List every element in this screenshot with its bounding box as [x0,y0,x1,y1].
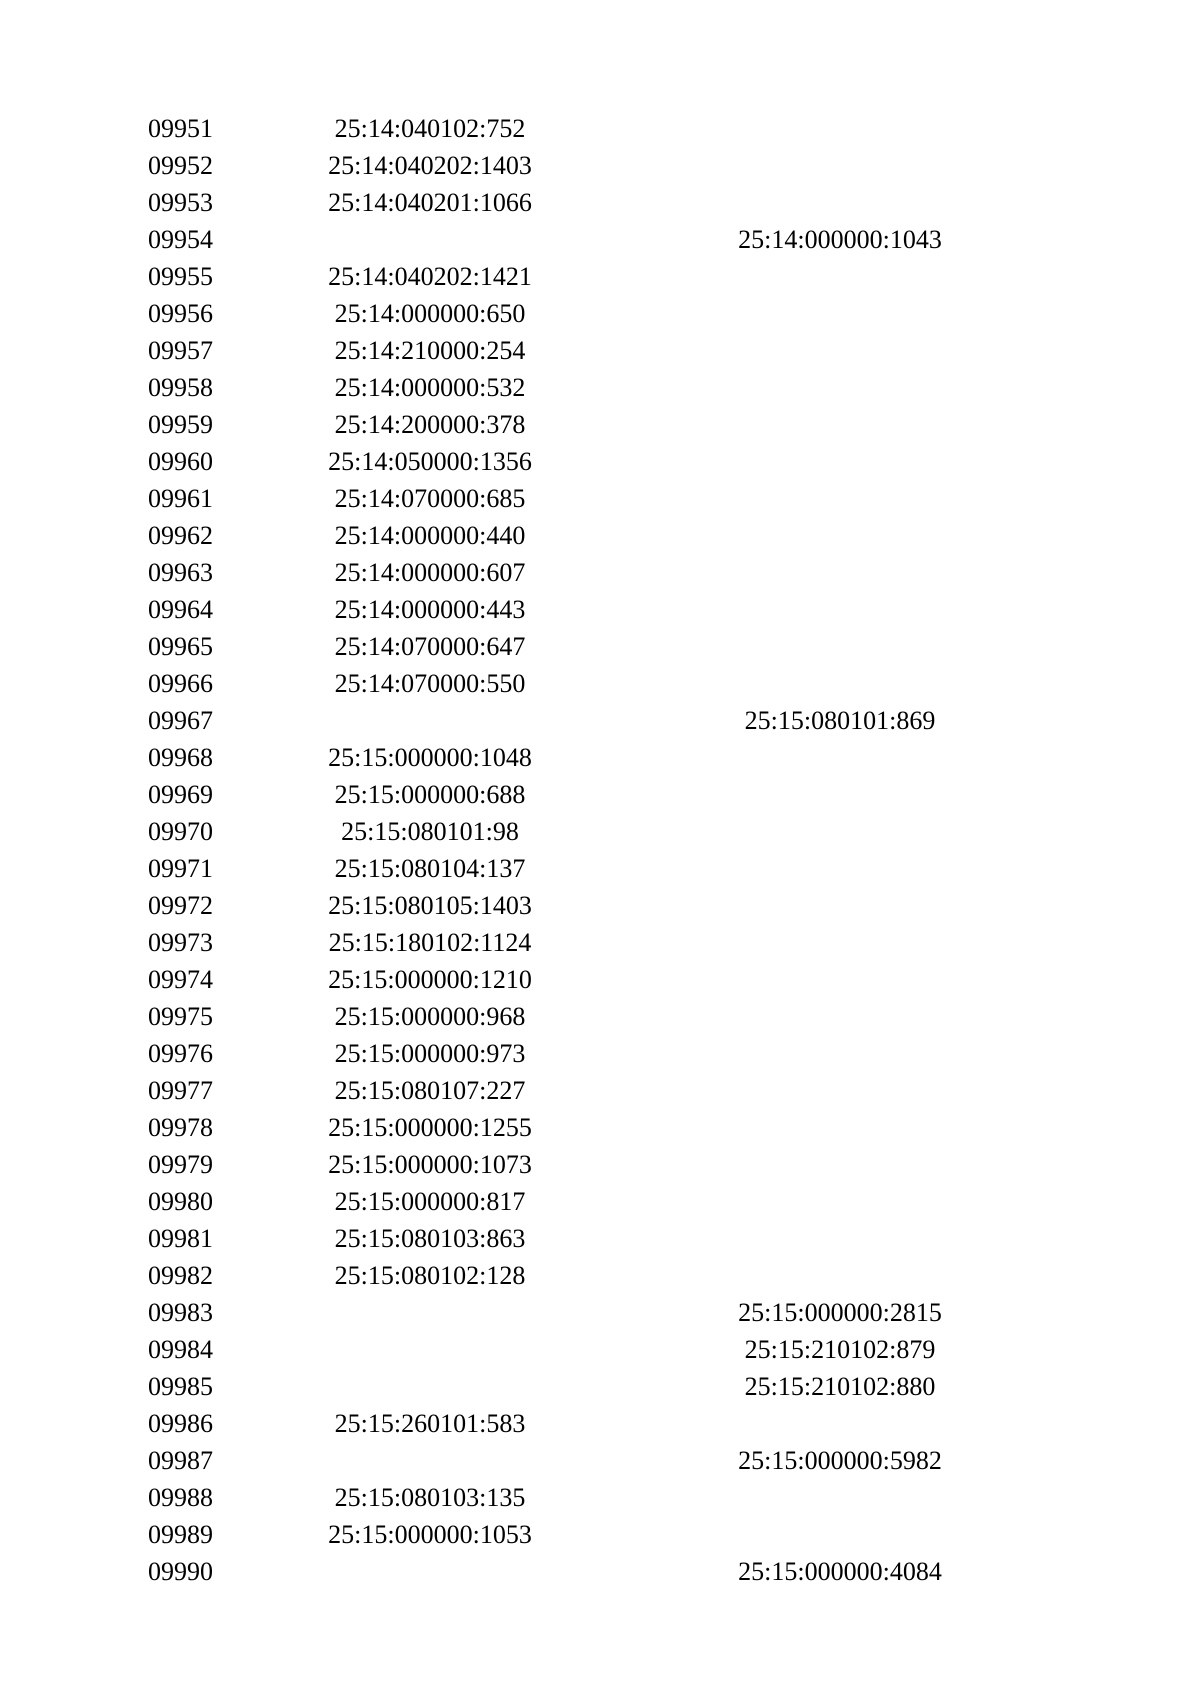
table-row [0,1072,1200,1109]
table-row [0,850,1200,887]
row-number: 09969 [148,780,213,809]
row-number: 09955 [148,262,213,291]
cadastral-number-primary: 25:14:200000:378 [334,410,526,439]
cadastral-number-primary: 25:14:040202:1403 [328,151,532,180]
row-number: 09956 [148,299,213,328]
cadastral-number-primary: 25:15:000000:1053 [328,1520,532,1549]
cadastral-number-secondary: 25:15:000000:5982 [738,1446,942,1475]
row-number: 09961 [148,484,213,513]
row-number: 09960 [148,447,213,476]
cadastral-number-secondary: 25:15:000000:2815 [738,1298,942,1327]
row-number: 09958 [148,373,213,402]
table-row [0,1405,1200,1442]
table-row [0,1294,1200,1331]
table-row [0,776,1200,813]
row-number: 09990 [148,1557,213,1586]
table-row [0,1109,1200,1146]
cadastral-number-primary: 25:15:000000:1048 [328,743,532,772]
row-number: 09970 [148,817,213,846]
row-number: 09976 [148,1039,213,1068]
cadastral-number-primary: 25:15:080105:1403 [328,891,532,920]
cadastral-number-primary: 25:15:080104:137 [334,854,526,883]
row-number: 09963 [148,558,213,587]
table-row [0,1368,1200,1405]
table-row [0,591,1200,628]
table-row [0,1220,1200,1257]
row-number: 09979 [148,1150,213,1179]
cadastral-number-secondary: 25:15:210102:880 [744,1372,936,1401]
cadastral-number-primary: 25:15:080103:863 [334,1224,526,1253]
table-row [0,665,1200,702]
table-row [0,147,1200,184]
table-row [0,1442,1200,1479]
cadastral-number-table [0,110,1200,1590]
cadastral-number-primary: 25:15:000000:1073 [328,1150,532,1179]
cadastral-number-secondary: 25:15:210102:879 [744,1335,936,1364]
table-row [0,887,1200,924]
table-row [0,739,1200,776]
cadastral-number-primary: 25:14:210000:254 [334,336,526,365]
row-number: 09981 [148,1224,213,1253]
cadastral-number-primary: 25:14:000000:440 [334,521,526,550]
cadastral-number-primary: 25:14:070000:685 [334,484,526,513]
row-number: 09962 [148,521,213,550]
cadastral-number-primary: 25:15:000000:1210 [328,965,532,994]
table-row [0,221,1200,258]
row-number: 09968 [148,743,213,772]
row-number: 09977 [148,1076,213,1105]
table-row [0,480,1200,517]
row-number: 09957 [148,336,213,365]
row-number: 09966 [148,669,213,698]
table-row [0,998,1200,1035]
row-number: 09982 [148,1261,213,1290]
table-row [0,1479,1200,1516]
cadastral-number-primary: 25:15:080107:227 [334,1076,526,1105]
row-number: 09959 [148,410,213,439]
cadastral-number-primary: 25:15:080102:128 [334,1261,526,1290]
table-row [0,961,1200,998]
table-row [0,1553,1200,1590]
cadastral-number-primary: 25:14:070000:647 [334,632,526,661]
table-row [0,517,1200,554]
row-number: 09964 [148,595,213,624]
table-row [0,813,1200,850]
row-number: 09983 [148,1298,213,1327]
cadastral-number-primary: 25:14:040102:752 [334,114,526,143]
row-number: 09951 [148,114,213,143]
row-number: 09984 [148,1335,213,1364]
row-number: 09973 [148,928,213,957]
table-row [0,1257,1200,1294]
table-row [0,702,1200,739]
table-row [0,1146,1200,1183]
row-number: 09965 [148,632,213,661]
row-number: 09952 [148,151,213,180]
cadastral-number-primary: 25:14:040202:1421 [328,262,532,291]
table-row [0,406,1200,443]
cadastral-number-primary: 25:15:260101:583 [334,1409,526,1438]
row-number: 09988 [148,1483,213,1512]
row-number: 09985 [148,1372,213,1401]
cadastral-number-primary: 25:15:000000:817 [334,1187,526,1216]
row-number: 09987 [148,1446,213,1475]
table-row [0,258,1200,295]
cadastral-number-primary: 25:15:180102:1124 [328,928,532,957]
row-number: 09974 [148,965,213,994]
table-row [0,1035,1200,1072]
cadastral-number-primary: 25:15:080101:98 [341,817,519,846]
row-number: 09954 [148,225,213,254]
table-row [0,1516,1200,1553]
cadastral-number-secondary: 25:14:000000:1043 [738,225,942,254]
row-number: 09967 [148,706,213,735]
cadastral-number-primary: 25:15:000000:973 [334,1039,526,1068]
table-row [0,443,1200,480]
table-row [0,369,1200,406]
row-number: 09971 [148,854,213,883]
cadastral-number-secondary: 25:15:000000:4084 [738,1557,942,1586]
cadastral-number-primary: 25:15:000000:688 [334,780,526,809]
cadastral-number-primary: 25:14:000000:607 [334,558,526,587]
row-number: 09953 [148,188,213,217]
row-number: 09980 [148,1187,213,1216]
table-row [0,1331,1200,1368]
cadastral-number-primary: 25:15:000000:1255 [328,1113,532,1142]
table-row [0,1183,1200,1220]
row-number: 09986 [148,1409,213,1438]
cadastral-number-secondary: 25:15:080101:869 [744,706,936,735]
cadastral-number-primary: 25:14:000000:443 [334,595,526,624]
row-number: 09989 [148,1520,213,1549]
cadastral-number-primary: 25:15:000000:968 [334,1002,526,1031]
table-row [0,554,1200,591]
row-number: 09972 [148,891,213,920]
table-row [0,924,1200,961]
table-row [0,295,1200,332]
table-row [0,628,1200,665]
cadastral-number-primary: 25:15:080103:135 [334,1483,526,1512]
cadastral-number-primary: 25:14:000000:532 [334,373,526,402]
cadastral-number-primary: 25:14:040201:1066 [328,188,532,217]
row-number: 09978 [148,1113,213,1142]
table-row [0,184,1200,221]
cadastral-number-primary: 25:14:070000:550 [334,669,526,698]
cadastral-number-primary: 25:14:000000:650 [334,299,526,328]
row-number: 09975 [148,1002,213,1031]
cadastral-number-primary: 25:14:050000:1356 [328,447,532,476]
table-row [0,332,1200,369]
table-row [0,110,1200,147]
